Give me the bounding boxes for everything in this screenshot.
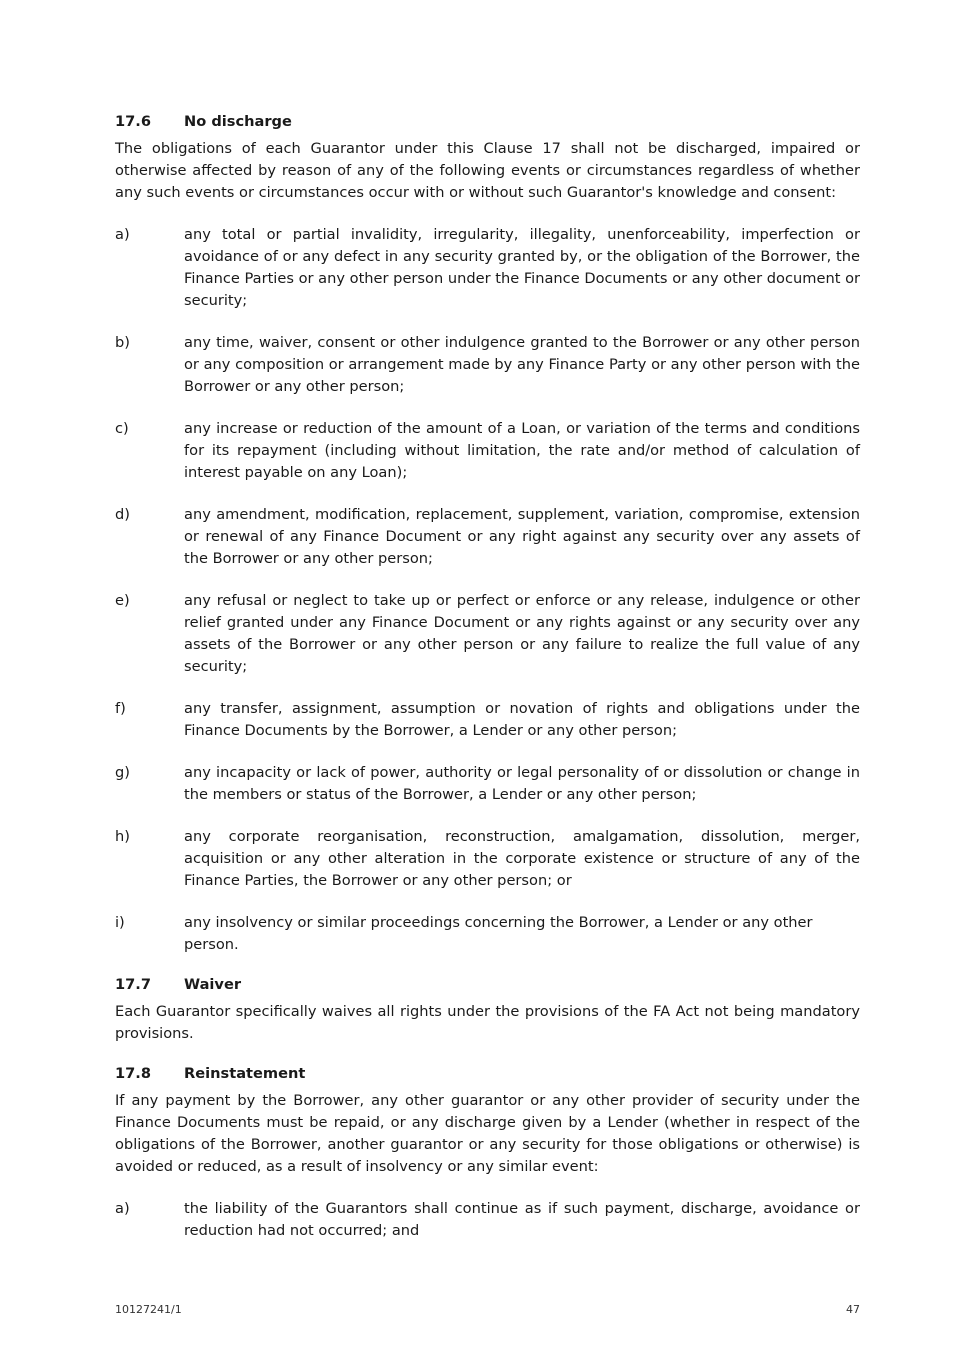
page-footer [115, 1303, 860, 1317]
section-heading-17-7 [115, 974, 860, 996]
list-item: h) any corporate reorganisation, reconstruction, amalgamation, dissolution, merger, acquisition or any other alteration in the corporate existence or structure of any of the Finance Parties, the Borrower or any other person; or [115, 828, 860, 889]
list-item: b) any time, waiver, consent or other indulgence granted to the Borrower or any other person or any composition or arrangement made by any Finance Party or any other person with the Borrower or any other person; [115, 334, 860, 395]
section-number: 17.7 [115, 976, 152, 993]
section-title: Reinstatement [184, 1065, 306, 1082]
section-intro: The obligations of each Guarantor under this Clause 17 shall not be discharged, impaired or otherwise affected by reason of any of the following events or circumstances regardless of whether any such events or circumstances occur with or without such Guarantor's knowledge and consent: [115, 140, 860, 201]
section-intro: If any payment by the Borrower, any other guarantor or any other provider of security under the Finance Documents must be repaid, or any discharge given by a Lender (whether in respect of the obligations of the Borrower, another guarantor or any security for those obligations or otherwise) is avoided or reduced, as a result of insolvency or any similar event: [115, 1092, 860, 1175]
document-reference: 10127241/1 [115, 1303, 182, 1316]
section-heading-17-6 [115, 111, 860, 133]
document-page [115, 111, 860, 1262]
list-item: g) any incapacity or lack of power, authority or legal personality of or dissolution or change in the members or status of the Borrower, a Lender or any other person; [115, 764, 860, 803]
list-item: f) any transfer, assignment, assumption or novation of rights and obligations under the Finance Documents by the Borrower, a Lender or any other person; [115, 700, 860, 739]
list-item: c) any increase or reduction of the amount of a Loan, or variation of the terms and conditions for its repayment (including without limitation, the rate and/or method of calculation of interest payable on any Loan); [115, 420, 860, 481]
list-item: i) any insolvency or similar proceedings concerning the Borrower, a Lender or any other person. [115, 914, 813, 953]
section-text: Each Guarantor specifically waives all rights under the provisions of the FA Act not being mandatory provisions. [115, 1003, 860, 1042]
section-heading-17-8 [115, 1063, 860, 1085]
list-item: a) any total or partial invalidity, irregularity, illegality, unenforceability, imperfection or avoidance of or any defect in any security granted by, or the obligation of the Borrower, the Finance Parties or any other person under the Finance Documents or any other document or security; [115, 226, 860, 309]
section-number: 17.6 [115, 113, 152, 130]
page-number: 47 [846, 1303, 860, 1316]
section-title: No discharge [184, 113, 292, 130]
list-item: a) the liability of the Guarantors shall continue as if such payment, discharge, avoidance or reduction had not occurred; and [115, 1200, 860, 1239]
section-number: 17.8 [115, 1065, 152, 1082]
list-item: d) any amendment, modification, replacement, supplement, variation, compromise, extension or renewal of any Finance Document or any right against any security over any assets of the Borrower or any other person; [115, 506, 860, 567]
list-item: e) any refusal or neglect to take up or perfect or enforce or any release, indulgence or other relief granted under any Finance Document or any rights against or any security over any assets of the Borrower or any other person or any failure to realize the full value of any security; [115, 592, 860, 675]
section-title: Waiver [184, 976, 242, 993]
